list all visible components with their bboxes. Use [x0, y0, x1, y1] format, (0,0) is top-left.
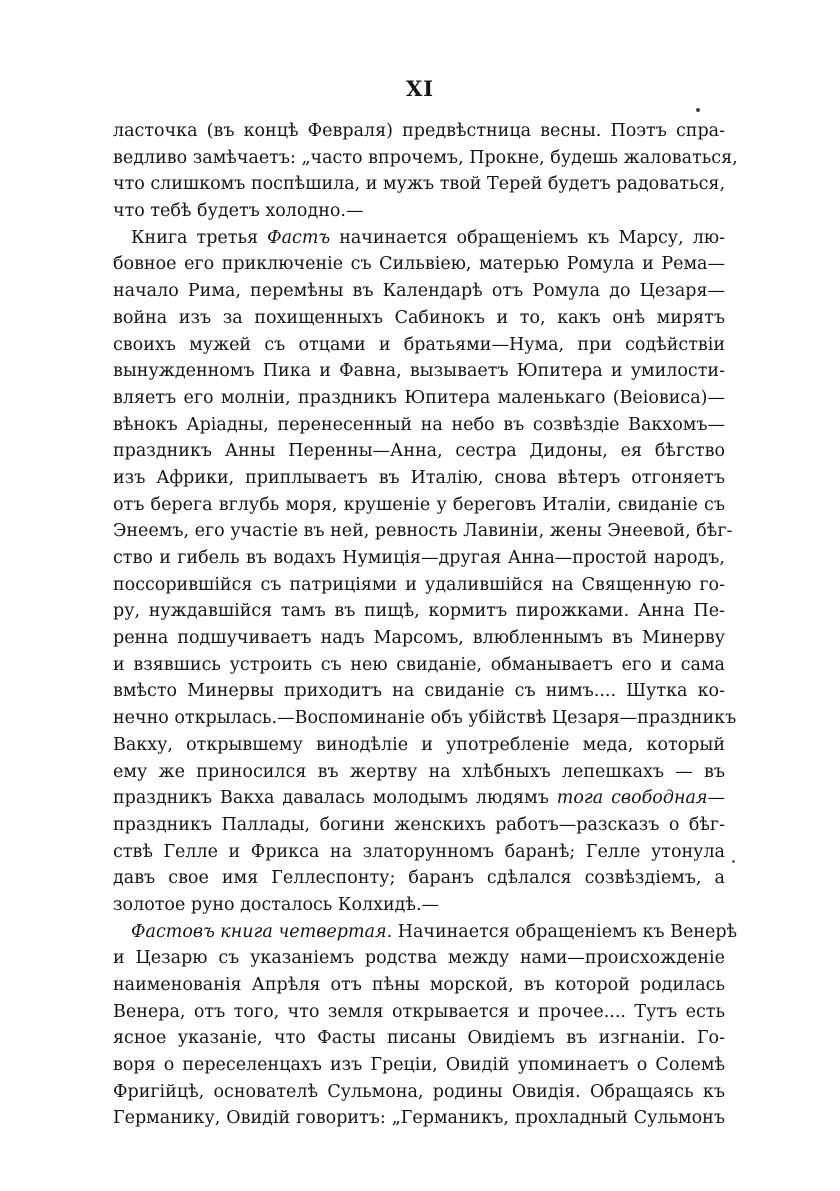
- text-segment: и Цезарю съ указаніемъ родства между нами—происхожденіе: [113, 948, 725, 969]
- text-line: [113, 972, 725, 999]
- text-segment: Начинается обращеніемъ къ Венерѣ: [392, 921, 738, 942]
- text-segment: —: [707, 788, 725, 809]
- text-segment: Венера, отъ того, что земля открывается и прочее.... Тутъ есть: [113, 1001, 725, 1022]
- italic-title: Фастовъ книга четвертая.: [131, 921, 393, 942]
- text-line: [113, 999, 725, 1026]
- text-line: [113, 251, 725, 278]
- text-segment: вѣнокъ Аріадны, перенесенный на небо въ созвѣздіе Вакхомъ—: [113, 414, 725, 435]
- text-line: [113, 518, 733, 545]
- text-line: [113, 412, 725, 439]
- italic-title: Фастъ: [267, 227, 331, 248]
- text-line: [113, 305, 725, 332]
- speck-mark: [696, 108, 700, 112]
- text-segment: и взявшись устроить съ нею свиданіе, обманываетъ его и сама: [113, 654, 725, 675]
- text-line: [113, 358, 725, 385]
- text-line: [113, 278, 725, 305]
- text-line: [113, 732, 725, 759]
- text-line: [113, 892, 725, 919]
- page-number: XI: [405, 76, 435, 101]
- text-line: [113, 678, 725, 705]
- text-segment: своихъ мужей съ отцами и братьями—Нума, при содѣйствіи: [113, 334, 725, 355]
- text-line: [113, 1079, 725, 1106]
- text-segment: давъ свое имя Геллеспонту; баранъ сдѣлался созвѣздіемъ, а: [113, 868, 725, 889]
- text-line: [113, 839, 725, 866]
- text-segment: вмѣсто Минервы приходитъ на свиданіе съ нимъ.... Шутка ко-: [113, 681, 725, 702]
- text-segment: наименованія Апрѣля отъ пѣны морской, въ которой родилась: [113, 975, 725, 995]
- text-segment: начало Рима, перемѣны въ Календарѣ отъ Ромула до Цезаря—: [113, 281, 725, 302]
- text-segment: Вакху, открывшему винодѣліе и употребленіе меда, который: [113, 734, 725, 755]
- text-segment: начинается обращеніемъ къ Марсу, лю-: [330, 227, 725, 248]
- text-segment: Энеемъ, его участіе въ ней, ревность Лавиніи, жены Энеевой, бѣг-: [113, 521, 733, 542]
- text-segment: золотое руно досталось Колхидѣ.—: [113, 894, 440, 915]
- text-line: [113, 465, 725, 492]
- text-line: [113, 1025, 725, 1052]
- body-text: [113, 118, 738, 1132]
- text-line: [113, 438, 725, 465]
- text-segment: ру, нуждавшійся тамъ въ пищѣ, кормитъ пирожками. Анна Пе-: [113, 601, 725, 622]
- text-line: [113, 145, 738, 172]
- text-segment: Книга третья: [131, 227, 268, 248]
- text-segment: отъ берега вглубь моря, крушеніе у береговъ Италіи, свиданіе съ: [113, 494, 725, 515]
- speck-mark: [732, 860, 735, 863]
- text-line: [113, 492, 725, 519]
- text-line: [113, 118, 725, 145]
- text-segment: нечно открылась.—Воспоминаніе объ убійствѣ Цезаря—праздникъ: [113, 708, 737, 729]
- text-line: [113, 198, 725, 225]
- text-line: [113, 705, 737, 732]
- text-line: [113, 225, 725, 252]
- text-segment: ясное указаніе, что Фасты писаны Овидіемъ въ изгнаніи. Го-: [113, 1028, 725, 1049]
- text-segment: изъ Африки, приплываетъ въ Италію, снова вѣтеръ отгоняетъ: [113, 467, 725, 488]
- text-line: [113, 545, 725, 572]
- text-segment: ство и гибель въ водахъ Нумиція—другая Анна—простой народъ,: [113, 548, 725, 568]
- text-line: [113, 1105, 725, 1132]
- text-segment: праздникъ Анны Перенны—Анна, сестра Дидоны, ея бѣгство: [113, 441, 725, 462]
- text-segment: вынужденномъ Пика и Фавна, вызываетъ Юпитера и умилости-: [113, 361, 725, 382]
- text-segment: вляетъ его молніи, праздникъ Юпитера маленькаго (Веіовиса)—: [113, 387, 725, 408]
- text-line: [113, 759, 725, 786]
- text-segment: ствѣ Гелле и Фрикса на златорунномъ баранѣ; Гелле утонула: [113, 841, 725, 862]
- text-line: [113, 812, 725, 839]
- text-segment: что тебѣ будетъ холодно.—: [113, 201, 364, 222]
- text-line: [113, 945, 725, 972]
- text-line: [113, 385, 725, 412]
- text-line: [113, 598, 725, 625]
- text-segment: война изъ за похищенныхъ Сабинокъ и то, какъ онѣ мирятъ: [113, 307, 725, 328]
- text-segment: Фригійцѣ, основателѣ Сульмона, родины Овидія. Обращаясь къ: [113, 1081, 725, 1102]
- text-segment: Германику, Овидій говоритъ: „Германикъ, прохладный Сульмонъ: [113, 1108, 725, 1129]
- text-line: [113, 919, 738, 946]
- text-line: [113, 865, 725, 892]
- text-line: [113, 1052, 725, 1079]
- text-line: [113, 572, 725, 599]
- text-segment: ведливо замѣчаетъ: „часто впрочемъ, Прокне, будешь жаловаться,: [113, 147, 738, 168]
- text-segment: ренна подшучиваетъ надъ Марсомъ, влюбленнымъ въ Минерву: [113, 628, 725, 649]
- text-segment: ласточка (въ концѣ Февраля) предвѣстница весны. Поэтъ спра-: [113, 121, 725, 141]
- text-line: [113, 332, 725, 359]
- text-segment: бовное его приключеніе съ Сильвіею, матерью Ромула и Рема—: [113, 254, 725, 275]
- text-segment: воря о переселенцахъ изъ Греціи, Овидій упоминаетъ о Солемѣ: [113, 1055, 725, 1076]
- text-segment: праздникъ Вакха давалась молодымъ людямъ: [113, 788, 557, 809]
- text-segment: праздникъ Паллады, богини женскихъ работъ—разсказъ о бѣг-: [113, 814, 725, 835]
- text-segment: ему же приносился въ жертву на хлѣбныхъ лепешкахъ — въ: [113, 761, 725, 782]
- text-segment: что слишкомъ поспѣшила, и мужъ твой Терей будетъ радоваться,: [113, 174, 726, 195]
- italic-title: тога свободная: [556, 788, 708, 809]
- text-segment: поссорившійся съ патриціями и удалившійся на Священную го-: [113, 574, 725, 595]
- text-line: [113, 785, 725, 812]
- text-line: [113, 171, 725, 198]
- text-line: [113, 652, 725, 679]
- text-line: [113, 625, 725, 652]
